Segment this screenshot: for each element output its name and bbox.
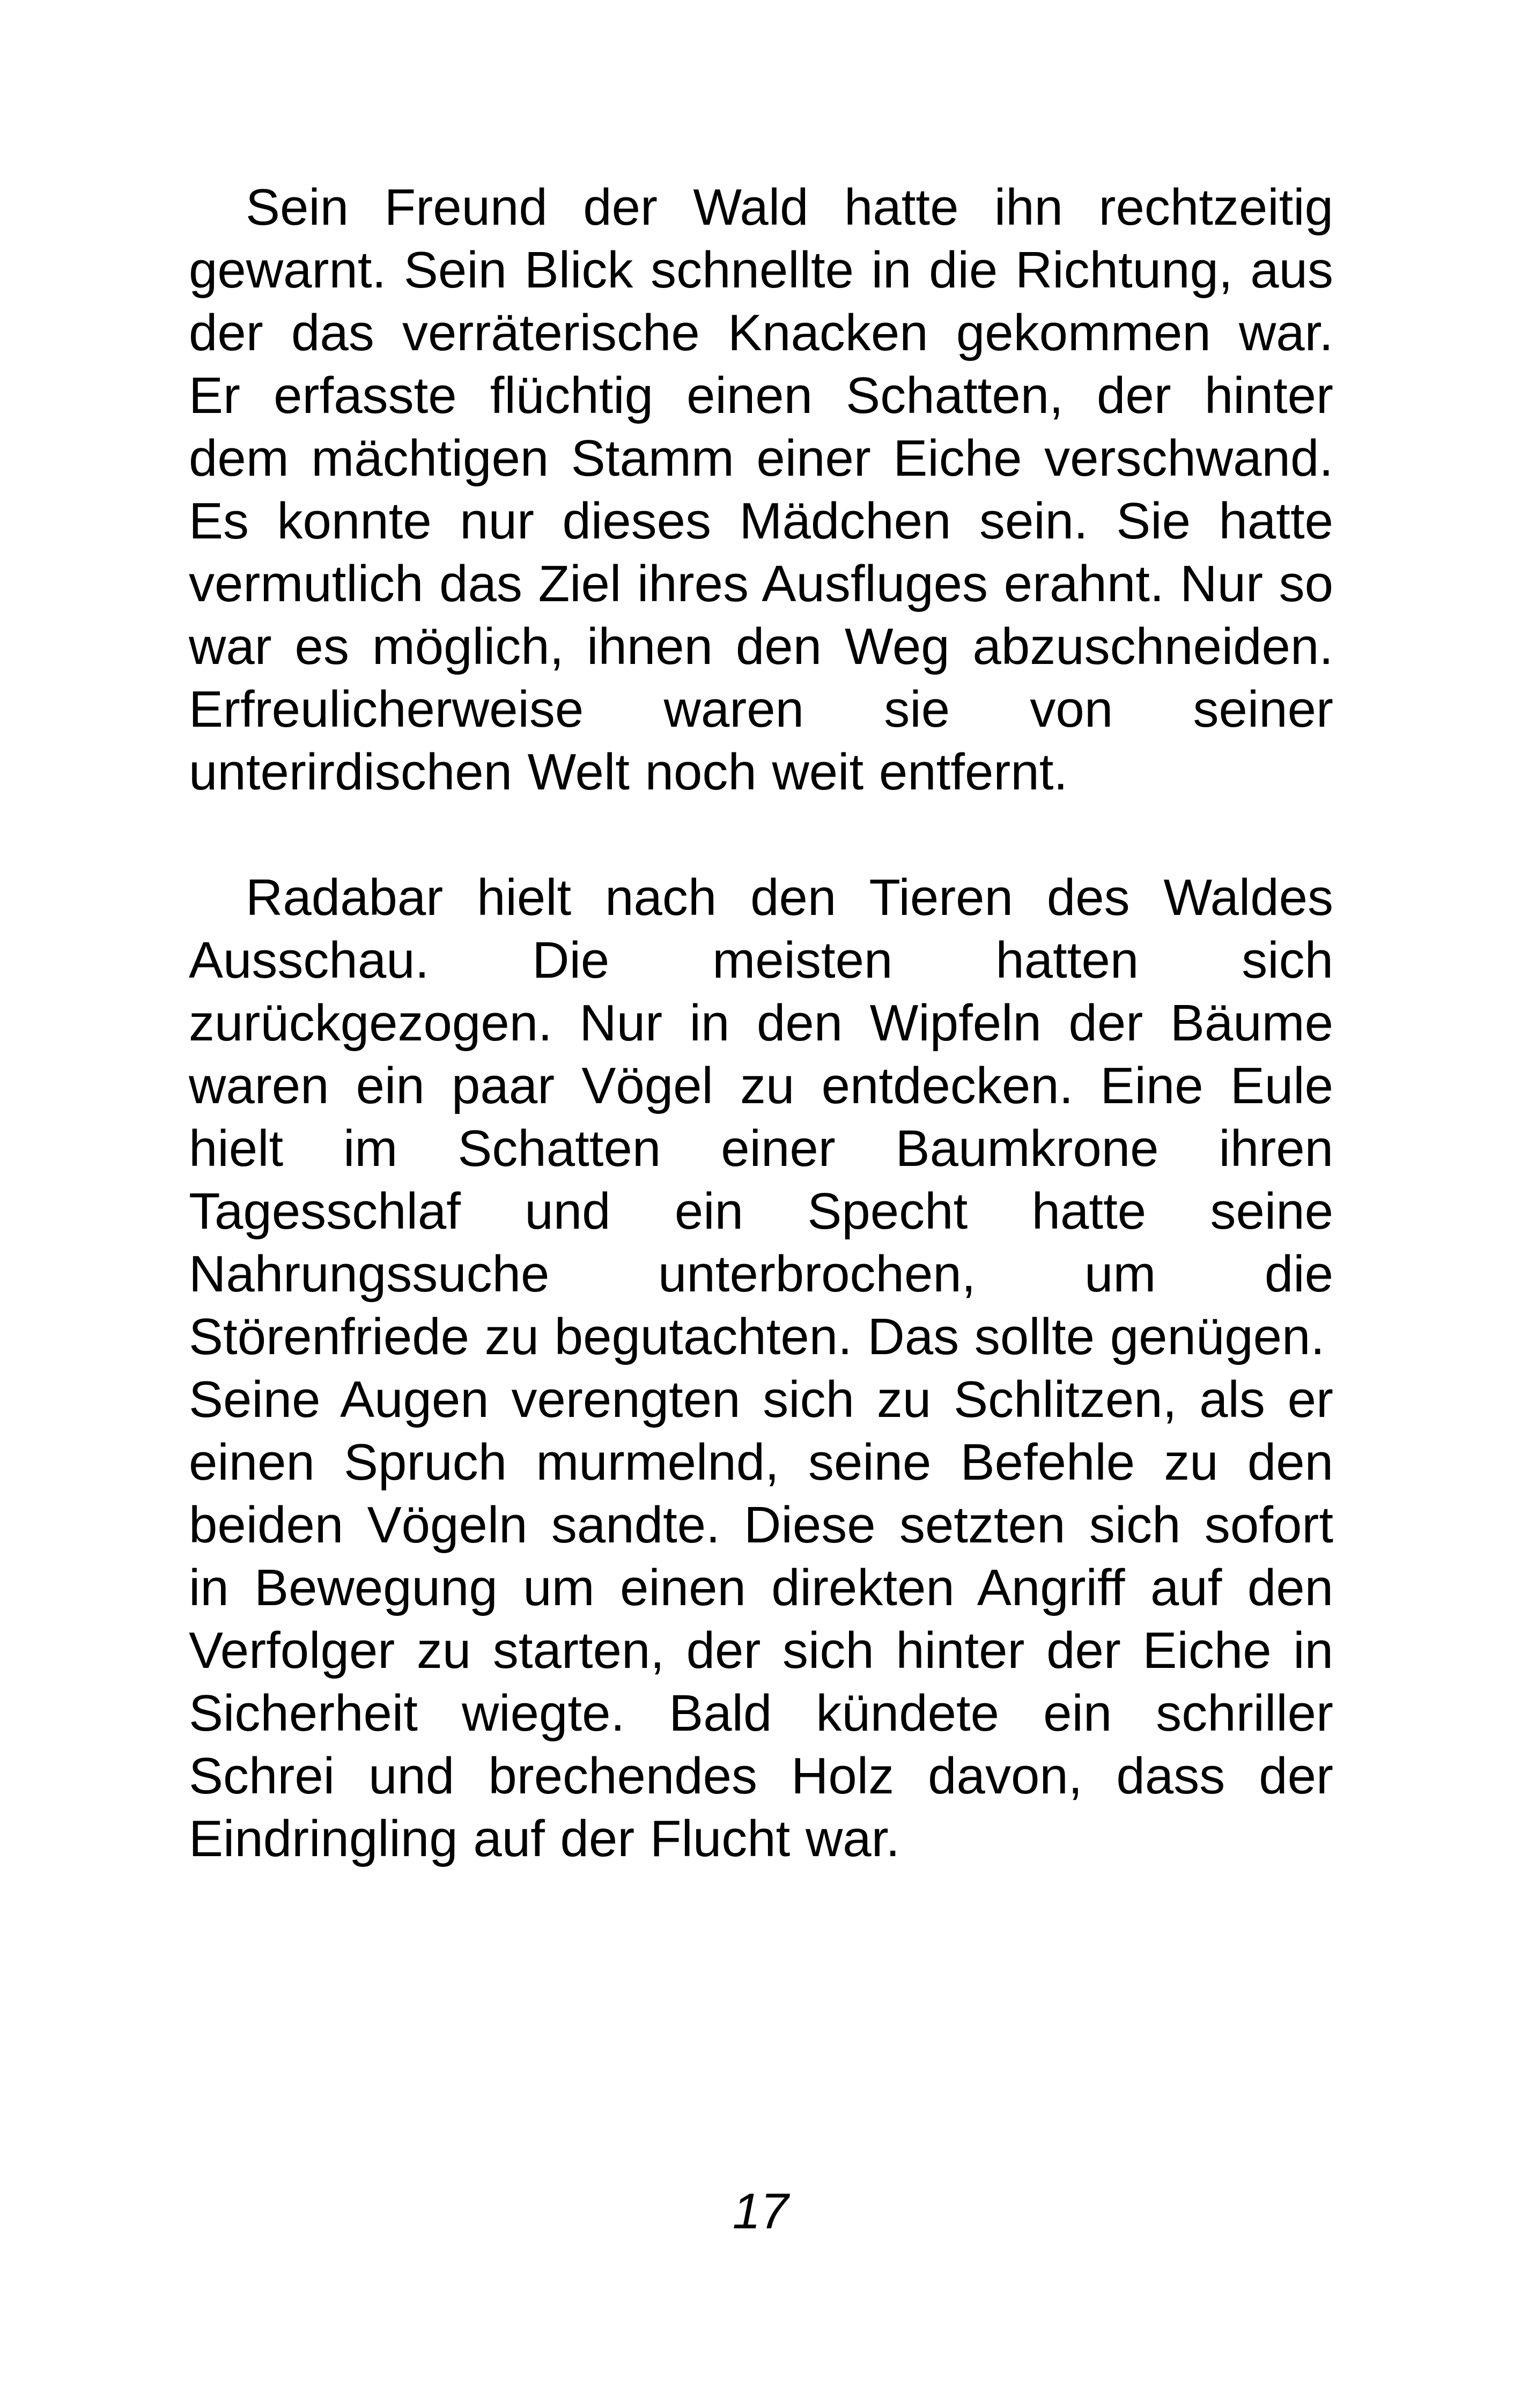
paragraph-1: Sein Freund der Wald hatte ihn rechtzeitig gewarnt. Sein Blick schnellte in die Richtung, aus der das verräterische Knacken gekommen war. Er erfasste flüchtig einen Schatten, der hinter dem mächtigen Stamm einer Eiche verschwand. Es konnte nur dieses Mädchen sein. Sie hatte vermutlich das Ziel ihres Ausfluges erahnt. Nur so war es möglich, ihnen den Weg abzuschneiden. Erfreulicherweise waren sie von seiner unterirdischen Welt noch weit entfernt. [189,179,1333,801]
paragraph-2: Radabar hielt nach den Tieren des Waldes Ausschau. Die meisten hatten sich zurückgezogen. Nur in den Wipfeln der Bäume waren ein paar Vögel zu entdecken. Eine Eule hielt im Schatten einer Baumkrone ihren Tagesschlaf und ein Specht hatte seine Nahrungssuche unterbrochen, um die Störenfriede zu begutachten. Das sollte genügen. [189,869,1333,1365]
paragraph-3: Seine Augen verengten sich zu Schlitzen, als er einen Spruch murmelnd, seine Befehle zu den beiden Vögeln sandte. Diese setzten sich sofort in Bewegung um einen direkten Angriff auf den Verfolger zu starten, der sich hinter der Eiche in Sicherheit wiegte. Bald kündete ein schriller Schrei und brechendes Holz davon, dass der Eindringling auf der Flucht war. [189,1371,1333,1867]
page-body [189,176,1333,1870]
page-number: 17 [732,2183,789,2239]
